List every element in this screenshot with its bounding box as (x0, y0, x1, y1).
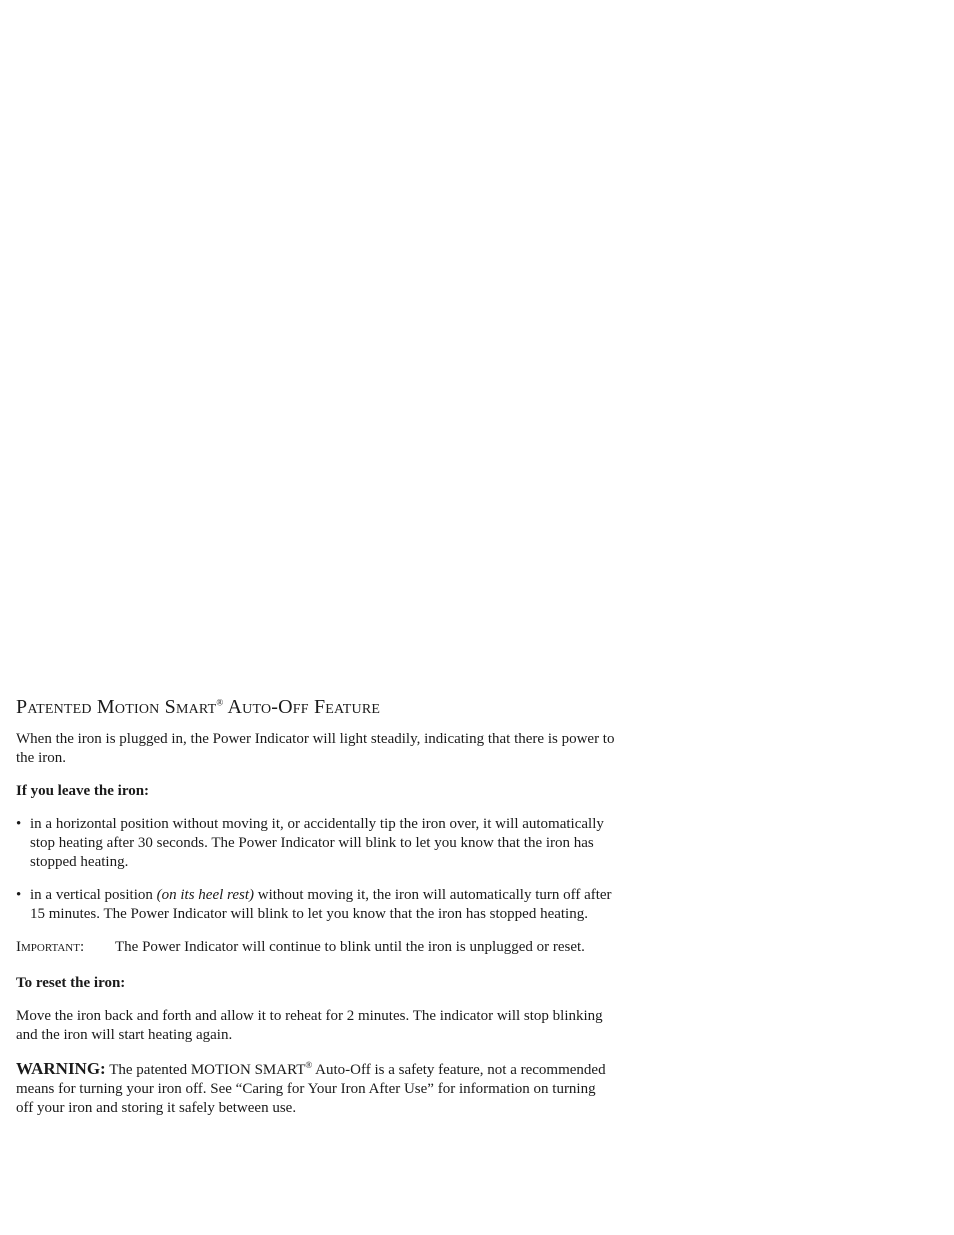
bullet-text (30, 886, 616, 924)
title-text-end: Auto-Off Feature (223, 696, 381, 718)
bullet-text-italic: (on its heel rest) (156, 887, 254, 903)
bullet-marker: • (16, 816, 22, 832)
reset-heading: To reset the iron: (16, 975, 126, 991)
bullet-horizontal (16, 815, 616, 872)
warning-text-start: The patented MOTION SMART (105, 1062, 306, 1078)
important-text: The Power Indicator will continue to blink until the iron is unplugged or reset. (115, 939, 585, 955)
bullet-marker: • (16, 887, 22, 903)
important-label: Important: (16, 939, 85, 955)
warning-text-end: Auto-Off is a safety feature, not a recommended means for turning your iron off. See “Caring for Your Iron After Use” for information on turning off your iron and storing it safely between use. (16, 1062, 606, 1116)
registered-mark: ® (216, 697, 224, 708)
title-text: Patented Motion Smart (16, 696, 217, 718)
registered-mark: ® (305, 1060, 313, 1070)
reset-paragraph: Move the iron back and forth and allow it to reheat for 2 minutes. The indicator will stop blinking and the iron will start heating again. (16, 1008, 603, 1043)
bullet-text: in a horizontal position without moving it, or accidentally tip the iron over, it will automatically stop heating after 30 seconds. The Power Indicator will blink to let you know that the iron has stopped heating. (30, 816, 604, 870)
warning-label: WARNING: (16, 1059, 106, 1078)
bullet-text-end: without moving it, the iron will automatically turn off after 15 minutes. The Power Indicator will blink to let you know that the iron has stopped heating. (30, 887, 612, 922)
warning-paragraph (16, 1059, 616, 1118)
manual-section (16, 694, 616, 1132)
important-note (16, 938, 616, 957)
intro-paragraph: When the iron is plugged in, the Power Indicator will light steadily, indicating that there is power to the iron. (16, 731, 615, 766)
leave-iron-heading: If you leave the iron: (16, 783, 150, 799)
bullet-text-start: in a vertical position (30, 887, 157, 903)
bullet-vertical (16, 886, 616, 924)
section-title (16, 694, 616, 720)
